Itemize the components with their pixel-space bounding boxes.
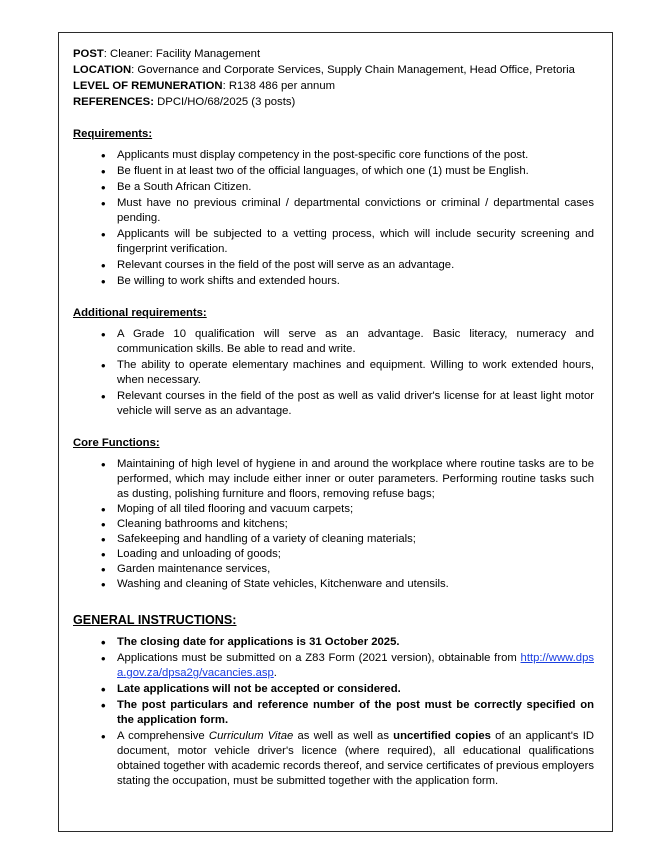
list-item: • Cleaning bathrooms and kitchens; xyxy=(117,517,594,532)
list-item: • Loading and unloading of goods; xyxy=(117,547,594,562)
list-item: • Must have no previous criminal / departmental convictions or criminal / departmental cases pending. xyxy=(117,196,594,226)
list-item: • Relevant courses in the field of the post as well as valid driver's license for at least light motor vehicle will serve as an advantage. xyxy=(117,389,594,419)
list-item: • The closing date for applications is 31 October 2025. xyxy=(117,635,594,650)
post-line xyxy=(73,47,594,62)
additional-requirements-list xyxy=(73,327,594,419)
application-form-text-after: . xyxy=(273,667,277,680)
post-value: : Cleaner: Facility Management xyxy=(103,48,261,60)
dpsa-vacancies-link[interactable]: http://www.dpsa.gov.za/dpsa2g/vacancies.asp xyxy=(117,652,594,680)
list-item: • The ability to operate elementary machines and equipment. Willing to work extended hours, when necessary. xyxy=(117,358,594,388)
list-item: • Moping of all tiled flooring and vacuum carpets; xyxy=(117,502,594,517)
references-value: DPCI/HO/68/2025 (3 posts) xyxy=(153,96,296,109)
list-item: • Relevant courses in the field of the post will serve as an advantage. xyxy=(117,258,594,273)
location-value: : Governance and Corporate Services, Supply Chain Management, Head Office, Pretoria xyxy=(131,64,575,77)
list-item: • Maintaining of high level of hygiene in and around the workplace where routine tasks are to be performed, which may include either inner or outer parameters. Performing routine tasks such as dusting, polishing furniture and floors, removing refuse bags; xyxy=(117,457,594,502)
list-item: • Late applications will not be accepted or considered. xyxy=(117,682,594,697)
list-item: • Be a South African Citizen. xyxy=(117,180,594,195)
cv-text-part1: A comprehensive xyxy=(117,730,209,743)
list-item xyxy=(117,651,594,681)
post-label: POST xyxy=(73,48,104,60)
additional-requirements-heading: Additional requirements: xyxy=(73,307,207,320)
list-item: • Be willing to work shifts and extended hours. xyxy=(117,274,594,289)
references-line xyxy=(73,95,594,110)
document-frame xyxy=(58,32,613,832)
cv-text-part3: of an applicant's ID document, motor vehicle driver's licence (where required), all educational qualifications obtained together with academic records thereof, and service certificates of previous employers stating the occupation, must be submitted together with the application form. xyxy=(117,730,594,788)
list-item: • Applicants must display competency in the post-specific core functions of the post. xyxy=(117,148,594,163)
core-functions-heading: Core Functions: xyxy=(73,437,160,450)
location-label: LOCATION xyxy=(73,64,132,77)
remuneration-value: : R138 486 per annum xyxy=(222,80,336,93)
curriculum-vitae-italic: Curriculum Vitae xyxy=(208,730,294,743)
requirements-heading: Requirements: xyxy=(73,128,153,141)
list-item: • The post particulars and reference number of the post must be correctly specified on the application form. xyxy=(117,698,594,728)
references-label: REFERENCES: xyxy=(73,96,154,109)
list-item: • Be fluent in at least two of the official languages, of which one (1) must be English. xyxy=(117,164,594,179)
location-line xyxy=(73,63,594,78)
application-form-text-before: Applications must be submitted on a Z83 Form (2021 version), obtainable from xyxy=(117,652,521,665)
list-item: • Washing and cleaning of State vehicles, Kitchenware and utensils. xyxy=(117,577,594,592)
core-functions-list xyxy=(73,457,594,592)
cv-text-part2: as well as well as xyxy=(293,730,394,743)
list-item xyxy=(117,729,594,789)
document-content xyxy=(59,33,612,789)
list-item: • A Grade 10 qualification will serve as an advantage. Basic literacy, numeracy and communication skills. Be able to read and write. xyxy=(117,327,594,357)
list-item: • Applicants will be subjected to a vetting process, which will include security screening and fingerprint verification. xyxy=(117,227,594,257)
requirements-list xyxy=(73,148,594,289)
general-instructions-list xyxy=(73,635,594,789)
remuneration-label: LEVEL OF REMUNERATION xyxy=(73,80,223,93)
remuneration-line xyxy=(73,79,594,94)
uncertified-copies-bold: uncertified copies xyxy=(393,730,491,743)
list-item: • Safekeeping and handling of a variety of cleaning materials; xyxy=(117,532,594,547)
list-item: • Garden maintenance services, xyxy=(117,562,594,577)
general-instructions-heading: GENERAL INSTRUCTIONS: xyxy=(73,613,237,628)
